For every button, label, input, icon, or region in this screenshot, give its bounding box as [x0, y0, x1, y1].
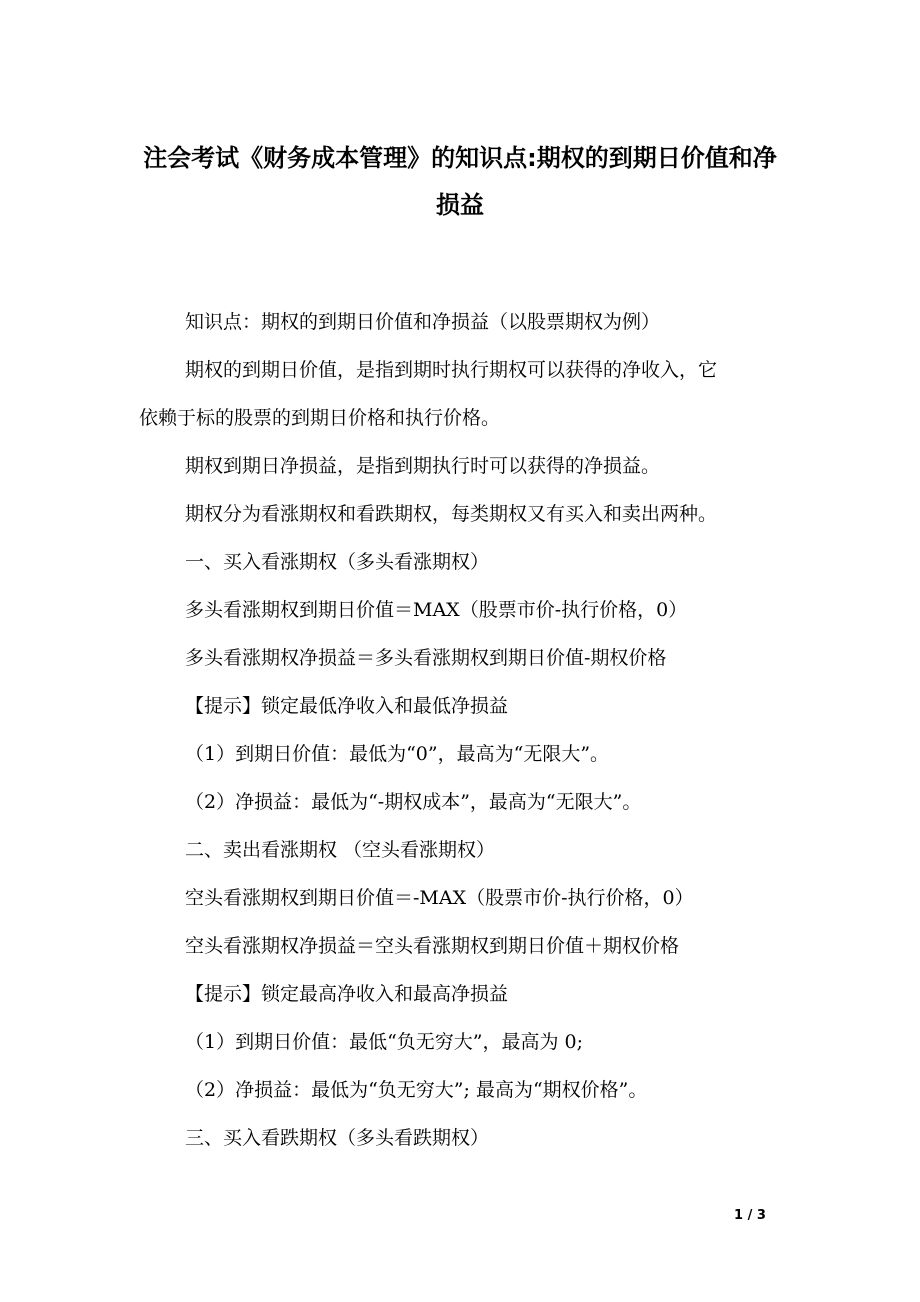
section-heading-short-call: 二、卖出看涨期权 （空头看涨期权）	[185, 839, 496, 861]
tip-short-call-item-2: （2）净损益：最低为“负无穷大”; 最高为“期权价格”。	[185, 1079, 648, 1101]
section-heading-long-put: 三、买入看跌期权（多头看跌期权）	[185, 1127, 490, 1149]
page-number: 1 / 3	[734, 1208, 766, 1223]
paragraph-expiry-value-definition-cont: 依赖于标的股票的到期日价格和执行价格。	[139, 407, 501, 429]
paragraph-net-profit-definition: 期权到期日净损益，是指到期执行时可以获得的净损益。	[185, 455, 661, 477]
formula-short-call-net: 空头看涨期权净损益＝空头看涨期权到期日价值＋期权价格	[185, 935, 680, 957]
paragraph-option-types: 期权分为看涨期权和看跌期权，每类期权又有买入和卖出两种。	[185, 503, 718, 525]
section-heading-long-call: 一、买入看涨期权（多头看涨期权）	[185, 551, 490, 573]
tip-short-call-item-1: （1）到期日价值：最低“负无穷大”，最高为 0;	[185, 1031, 584, 1053]
formula-long-call-value: 多头看涨期权到期日价值＝MAX（股票市价-执行价格，0）	[185, 599, 688, 621]
paragraph-expiry-value-definition: 期权的到期日价值，是指到期时执行期权可以获得的净收入，它	[185, 359, 718, 381]
tip-long-call-item-1: （1）到期日价值：最低为“0”，最高为“无限大”。	[185, 743, 610, 765]
formula-short-call-value: 空头看涨期权到期日价值＝-MAX（股票市价-执行价格，0）	[185, 887, 694, 909]
tip-short-call: 【提示】锁定最高净收入和最高净损益	[185, 983, 509, 1005]
tip-long-call-item-2: （2）净损益：最低为“-期权成本”，最高为“无限大”。	[185, 791, 642, 813]
document-title-line-2: 损益	[436, 191, 484, 219]
tip-long-call: 【提示】锁定最低净收入和最低净损益	[185, 695, 509, 717]
formula-long-call-net: 多头看涨期权净损益＝多头看涨期权到期日价值-期权价格	[185, 647, 667, 669]
paragraph-knowledge-point: 知识点：期权的到期日价值和净损益（以股票期权为例）	[185, 311, 661, 333]
document-title-line-1: 注会考试《财务成本管理》的知识点:期权的到期日价值和净	[143, 144, 777, 172]
